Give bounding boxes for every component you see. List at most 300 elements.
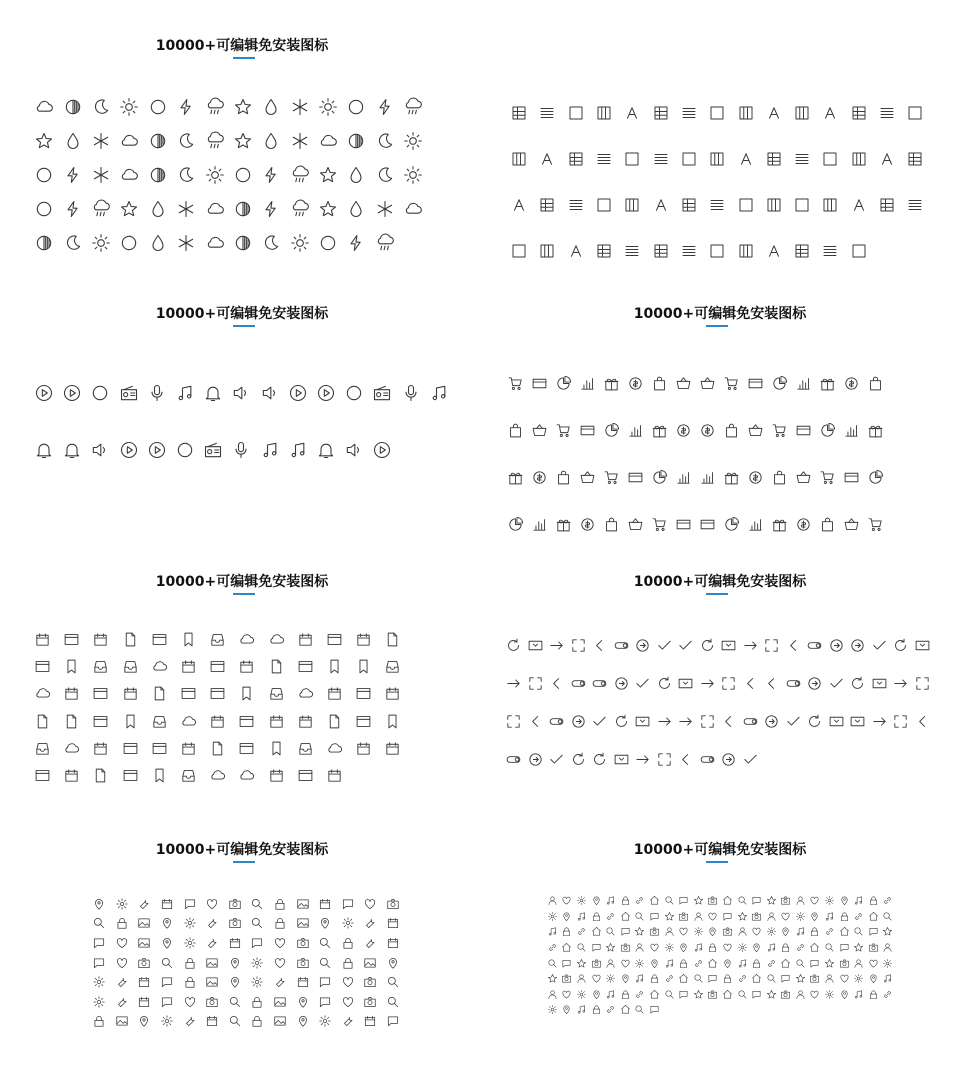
snow-icon	[286, 90, 314, 124]
pin-icon	[224, 972, 247, 992]
heart-icon	[720, 940, 735, 956]
calendar-icon	[224, 933, 247, 953]
moon-icon	[172, 158, 200, 192]
sun-icon	[314, 90, 342, 124]
refresh-icon	[804, 702, 826, 740]
star-icon	[545, 971, 560, 987]
gear-icon	[574, 893, 589, 909]
calendar-icon	[86, 626, 115, 653]
cart-icon	[503, 360, 527, 407]
snow-icon	[172, 226, 200, 260]
pin-icon	[589, 987, 604, 1003]
camera-icon	[706, 893, 721, 909]
home-icon	[749, 971, 764, 987]
circle-icon	[340, 364, 368, 421]
cloud-icon	[57, 735, 86, 762]
chevron-icon	[783, 626, 805, 664]
calendar-icon	[262, 708, 291, 735]
table-icon	[590, 228, 618, 274]
file-icon	[86, 762, 115, 789]
check-icon	[546, 740, 568, 778]
rain-icon	[286, 158, 314, 192]
heart-icon	[837, 971, 852, 987]
table-icon	[760, 136, 788, 182]
pin-icon	[866, 971, 881, 987]
file-icon	[28, 708, 57, 735]
chevron-icon	[525, 702, 547, 740]
heart-icon	[589, 971, 604, 987]
calendar-icon	[203, 708, 232, 735]
windowic-icon	[28, 653, 57, 680]
lock-icon	[749, 955, 764, 971]
calendar-icon	[349, 735, 378, 762]
home-icon	[808, 940, 823, 956]
home-icon	[676, 971, 691, 987]
gift-icon	[647, 407, 671, 454]
pin-icon	[224, 953, 247, 973]
user-icon	[764, 909, 779, 925]
moon-icon	[58, 226, 86, 260]
title-accent-bar	[233, 861, 255, 863]
pin-icon	[314, 914, 337, 934]
gear-icon	[156, 1012, 179, 1032]
bolt-icon	[371, 90, 399, 124]
home-icon	[647, 893, 662, 909]
home-icon	[779, 955, 794, 971]
heart-icon	[779, 909, 794, 925]
camera-icon	[837, 955, 852, 971]
cols-icon	[590, 90, 618, 136]
check-icon	[654, 626, 676, 664]
lock-icon	[647, 971, 662, 987]
basket-icon	[671, 360, 695, 407]
note-icon	[574, 1002, 589, 1018]
lines-icon	[901, 182, 929, 228]
arrowline-icon	[869, 702, 891, 740]
windowic-icon	[57, 626, 86, 653]
inbox-icon	[174, 762, 203, 789]
star-icon	[735, 909, 750, 925]
cart-icon	[551, 407, 575, 454]
gear-icon	[735, 940, 750, 956]
gear-icon	[314, 1012, 337, 1032]
lines-icon	[590, 136, 618, 182]
expand-icon	[912, 664, 934, 702]
gear-icon	[574, 987, 589, 1003]
inbox-icon	[378, 653, 407, 680]
search-icon	[793, 955, 808, 971]
inbox-icon	[116, 653, 145, 680]
sun-icon	[399, 124, 427, 158]
square-icon	[675, 136, 703, 182]
basket-icon	[695, 360, 719, 407]
search-icon	[545, 955, 560, 971]
pin-icon	[808, 909, 823, 925]
refresh-icon	[890, 626, 912, 664]
lock-icon	[837, 909, 852, 925]
arrowline-icon	[890, 664, 912, 702]
star-icon	[822, 955, 837, 971]
circleplay-icon	[143, 421, 171, 478]
note-icon	[662, 955, 677, 971]
cols-icon	[618, 182, 646, 228]
mic-icon	[396, 364, 424, 421]
drop-icon	[342, 158, 370, 192]
coin-icon	[695, 407, 719, 454]
note-icon	[256, 421, 284, 478]
sun-icon	[399, 158, 427, 192]
coin-icon	[527, 454, 551, 501]
file-icon	[203, 735, 232, 762]
chevron-icon	[740, 664, 762, 702]
gift-icon	[767, 501, 791, 548]
lock-icon	[866, 987, 881, 1003]
windowic-icon	[232, 708, 261, 735]
panel-title: 10000+可编辑免安装图标	[633, 306, 807, 322]
cloud-icon	[314, 124, 342, 158]
calendar-icon	[201, 1012, 224, 1032]
home-icon	[706, 955, 721, 971]
gift-icon	[815, 360, 839, 407]
chart-icon	[575, 360, 599, 407]
calendar-icon	[291, 626, 320, 653]
halfcircle-icon	[229, 226, 257, 260]
tool-icon	[201, 914, 224, 934]
calendar-icon	[57, 680, 86, 707]
user-icon	[662, 924, 677, 940]
drop-icon	[58, 124, 86, 158]
arrowline-icon	[632, 740, 654, 778]
file-icon	[320, 708, 349, 735]
rain-icon	[87, 192, 115, 226]
search-icon	[662, 893, 677, 909]
camera-icon	[779, 987, 794, 1003]
chat-icon	[314, 992, 337, 1012]
bookmark-icon	[349, 653, 378, 680]
gift-icon	[719, 454, 743, 501]
pin-icon	[382, 953, 405, 973]
image-icon	[201, 953, 224, 973]
cart-icon	[599, 454, 623, 501]
lock-icon	[808, 924, 823, 940]
table-icon	[845, 90, 873, 136]
star-icon	[314, 192, 342, 226]
note-icon	[545, 924, 560, 940]
windowic-icon	[203, 653, 232, 680]
windowic-icon	[86, 680, 115, 707]
star-icon	[764, 893, 779, 909]
square-icon	[731, 182, 759, 228]
coin-icon	[743, 454, 767, 501]
panel-title: 10000+可编辑免安装图标	[155, 38, 329, 54]
card-icon	[527, 360, 551, 407]
check-icon	[740, 740, 762, 778]
gear-icon	[764, 924, 779, 940]
home-icon	[647, 987, 662, 1003]
mic-icon	[227, 421, 255, 478]
square-icon	[845, 228, 873, 274]
cloud-icon	[200, 192, 228, 226]
bell-icon	[58, 421, 86, 478]
key-icon	[632, 702, 654, 740]
sun-icon	[286, 226, 314, 260]
toggle-icon	[611, 626, 633, 664]
chart-icon	[623, 407, 647, 454]
star-icon	[851, 940, 866, 956]
camera-icon	[224, 914, 247, 934]
image-icon	[291, 894, 314, 914]
heart-icon	[676, 924, 691, 940]
search-icon	[246, 914, 269, 934]
link-icon	[793, 940, 808, 956]
note-icon	[822, 909, 837, 925]
camera-icon	[359, 992, 382, 1012]
link-icon	[633, 893, 648, 909]
chat-icon	[720, 909, 735, 925]
bolt-icon	[172, 90, 200, 124]
calendar-icon	[314, 894, 337, 914]
lock-icon	[178, 953, 201, 973]
link-icon	[574, 924, 589, 940]
inbox-icon	[203, 626, 232, 653]
moon-icon	[87, 90, 115, 124]
refresh-icon	[611, 702, 633, 740]
card-icon	[671, 501, 695, 548]
note-icon	[633, 971, 648, 987]
circle-icon	[30, 158, 58, 192]
windowic-icon	[291, 762, 320, 789]
arrowcircle-icon	[761, 702, 783, 740]
pin-icon	[560, 1002, 575, 1018]
refresh-icon	[589, 740, 611, 778]
basket-icon	[791, 454, 815, 501]
note-icon	[171, 364, 199, 421]
pie-icon	[719, 501, 743, 548]
search-icon	[691, 971, 706, 987]
pie-icon	[815, 407, 839, 454]
windowic-icon	[116, 762, 145, 789]
lock-icon	[246, 992, 269, 1012]
gear-icon	[793, 909, 808, 925]
tool-icon	[133, 894, 156, 914]
calendar-icon	[28, 626, 57, 653]
square-icon	[562, 90, 590, 136]
text-a-icon	[562, 228, 590, 274]
panel-title: 10000+可编辑免安装图标	[155, 574, 329, 590]
cart-icon	[647, 501, 671, 548]
gear-icon	[691, 924, 706, 940]
chat-icon	[178, 894, 201, 914]
card-icon	[575, 407, 599, 454]
user-icon	[851, 955, 866, 971]
expand-icon	[503, 702, 525, 740]
lines-icon	[816, 228, 844, 274]
search-icon	[633, 1002, 648, 1018]
chart-icon	[743, 501, 767, 548]
calendar-icon	[378, 680, 407, 707]
lines-icon	[562, 182, 590, 228]
coin-icon	[575, 501, 599, 548]
cloud-icon	[399, 192, 427, 226]
camera-icon	[706, 987, 721, 1003]
search-icon	[224, 992, 247, 1012]
image-icon	[291, 914, 314, 934]
expand-icon	[761, 626, 783, 664]
square-icon	[816, 136, 844, 182]
bolt-icon	[257, 192, 285, 226]
heart-icon	[111, 933, 134, 953]
calendar-icon	[382, 933, 405, 953]
link-icon	[603, 1002, 618, 1018]
pin-icon	[749, 940, 764, 956]
pie-icon	[863, 454, 887, 501]
lock-icon	[618, 893, 633, 909]
cloud-icon	[30, 90, 58, 124]
home-icon	[866, 909, 881, 925]
chat-icon	[676, 893, 691, 909]
card-icon	[695, 501, 719, 548]
chat-icon	[156, 992, 179, 1012]
rain-icon	[399, 90, 427, 124]
heart-icon	[560, 893, 575, 909]
square-icon	[505, 228, 533, 274]
bag-icon	[815, 501, 839, 548]
star-icon	[633, 924, 648, 940]
basket-icon	[839, 501, 863, 548]
table-icon	[646, 228, 674, 274]
heart-icon	[560, 987, 575, 1003]
windowic-icon	[203, 680, 232, 707]
rain-icon	[371, 226, 399, 260]
chat-icon	[808, 955, 823, 971]
calendar-icon	[378, 735, 407, 762]
search-icon	[382, 992, 405, 1012]
tool-icon	[359, 914, 382, 934]
heart-icon	[178, 992, 201, 1012]
tool-icon	[201, 933, 224, 953]
square-icon	[703, 228, 731, 274]
link-icon	[633, 987, 648, 1003]
text-a-icon	[731, 136, 759, 182]
search-icon	[314, 953, 337, 973]
arrowline-icon	[697, 664, 719, 702]
calendar-icon	[116, 680, 145, 707]
table-icon	[562, 136, 590, 182]
heart-icon	[201, 894, 224, 914]
pin-icon	[720, 955, 735, 971]
search-icon	[156, 953, 179, 973]
lines-icon	[788, 136, 816, 182]
check-icon	[589, 702, 611, 740]
key-icon	[847, 702, 869, 740]
radio-icon	[115, 364, 143, 421]
key-icon	[611, 740, 633, 778]
table-icon	[505, 90, 533, 136]
windowic-icon	[349, 680, 378, 707]
moon-icon	[172, 124, 200, 158]
search-icon	[246, 894, 269, 914]
key-icon	[912, 626, 934, 664]
gear-icon	[178, 914, 201, 934]
windowic-icon	[349, 708, 378, 735]
halfcircle-icon	[144, 124, 172, 158]
circle-icon	[144, 90, 172, 124]
image-icon	[133, 914, 156, 934]
refresh-icon	[847, 664, 869, 702]
drop-icon	[144, 226, 172, 260]
inbox-icon	[86, 653, 115, 680]
gear-icon	[88, 972, 111, 992]
windowic-icon	[320, 626, 349, 653]
chat-icon	[779, 971, 794, 987]
sun-icon	[200, 158, 228, 192]
circle-icon	[171, 421, 199, 478]
home-icon	[720, 987, 735, 1003]
gear-icon	[603, 971, 618, 987]
cloud-icon	[145, 653, 174, 680]
calendar-icon	[156, 894, 179, 914]
moon-icon	[257, 226, 285, 260]
rain-icon	[286, 192, 314, 226]
search-icon	[662, 987, 677, 1003]
cloud-icon	[262, 626, 291, 653]
lines-icon	[618, 228, 646, 274]
card-icon	[743, 360, 767, 407]
bag-icon	[551, 454, 575, 501]
heart-icon	[337, 992, 360, 1012]
star-icon	[115, 192, 143, 226]
bookmark-icon	[145, 762, 174, 789]
star-icon	[314, 158, 342, 192]
heart-icon	[359, 894, 382, 914]
home-icon	[837, 924, 852, 940]
note-icon	[603, 987, 618, 1003]
speaker-icon	[86, 421, 114, 478]
home-icon	[720, 893, 735, 909]
link-icon	[764, 955, 779, 971]
camera-icon	[382, 894, 405, 914]
arrowcircle-icon	[611, 664, 633, 702]
lock-icon	[269, 894, 292, 914]
bell-icon	[199, 364, 227, 421]
search-icon	[574, 940, 589, 956]
gear-icon	[662, 940, 677, 956]
inbox-icon	[28, 735, 57, 762]
bookmark-icon	[174, 626, 203, 653]
circle-icon	[30, 192, 58, 226]
arrowcircle-icon	[804, 664, 826, 702]
windowic-icon	[145, 735, 174, 762]
camera-icon	[749, 909, 764, 925]
bolt-icon	[58, 192, 86, 226]
heart-icon	[808, 893, 823, 909]
link-icon	[691, 955, 706, 971]
camera-icon	[224, 894, 247, 914]
snow-icon	[172, 192, 200, 226]
gift-icon	[599, 360, 623, 407]
check-icon	[675, 626, 697, 664]
lines-icon	[675, 90, 703, 136]
windowic-icon	[145, 626, 174, 653]
star-icon	[574, 955, 589, 971]
gear-icon	[337, 914, 360, 934]
image-icon	[201, 972, 224, 992]
pin-icon	[779, 924, 794, 940]
cloud-icon	[174, 708, 203, 735]
table-icon	[646, 90, 674, 136]
user-icon	[545, 987, 560, 1003]
coin-icon	[623, 360, 647, 407]
